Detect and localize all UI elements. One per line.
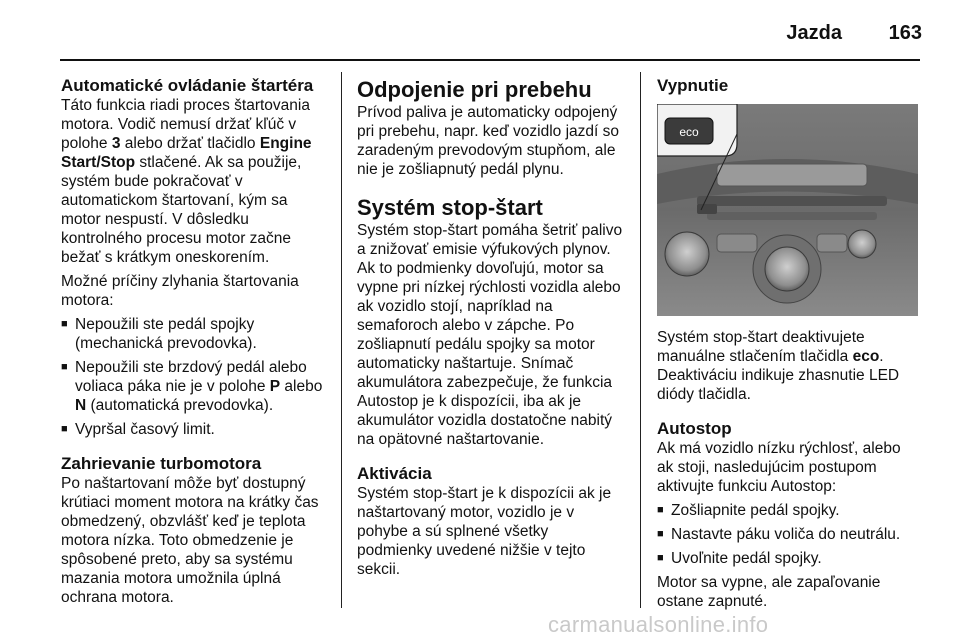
column-3	[657, 76, 919, 616]
heading-deactivation: Vypnutie	[657, 76, 729, 95]
paragraph-stop-start-system: Systém stop-štart pomáha šetriť palivo a znižovať emisie výfukových plynov. Ak to podmienky dovoľujú, motor sa vypne pri nízkej rýchlosti vozidla alebo ak vozidlo stojí, napríklad na semaforoch alebo v zápche. Po zošliapnutí pedálu spojky sa motor automaticky naštartuje. Snímač akumulátora zabezpečuje, že funkcia Autostop je k dispozícii, iba ak je akumulátor vozidla dostatočne nabitý na opätovné naštartovanie.	[357, 222, 623, 448]
paragraph-failure-causes: Možné príčiny zlyhania štartovania motora:	[61, 273, 299, 309]
column-1	[61, 76, 329, 612]
dashboard-eco-button-photo	[657, 104, 918, 316]
heading-stop-start-system: Systém stop-štart	[357, 195, 543, 220]
list-item: ■ Nepoužili ste pedál spojky (mechanická prevodovka).	[61, 316, 257, 352]
column-divider-2	[640, 72, 641, 608]
eco-button-label: eco	[679, 125, 699, 139]
page-number: 163	[888, 22, 922, 44]
list-item: ■ Uvoľnite pedál spojky.	[657, 550, 822, 567]
failure-causes-list	[61, 315, 329, 439]
paragraph-overrun-cutoff: Prívod paliva je automaticky odpojený pri prebehu, napr. keď vozidlo jazdí so zaradeným prevodovým stupňom, ale nie je zošliapnutý pedál plynu.	[357, 104, 619, 178]
heading-overrun-cutoff: Odpojenie pri prebehu	[357, 77, 592, 102]
autostop-steps-list	[657, 501, 919, 568]
paragraph-turbo-warmup: Po naštartovaní môže byť dostupný krútiaci moment motora na krátky čas obmedzený, obzvlášť keď je teplota motora nízka. Toto obmedzenie je spôsobené preto, aby sa systému mazania motora umožnila úplná ochrana motora.	[61, 475, 319, 606]
paragraph-starter-description: Táto funkcia riadi proces štartovania motora. Vodič nemusí držať kľúč v polohe 3 alebo držať tlačidlo Engine Start/Stop stlačené. Ak sa použije, systém bude pokračovať v automatickom štartovaní, kým sa motor nespustí. V dôsledku kontrolného procesu motor začne bežať s krátkym oneskorením.	[61, 97, 312, 266]
paragraph-activation: Systém stop-štart je k dispozícii ak je naštartovaný motor, vozidlo je v pohybe a sú splnené všetky podmienky uvedené nižšie v tejto sekcii.	[357, 485, 612, 578]
header-divider	[60, 59, 920, 61]
heading-autostop: Autostop	[657, 419, 732, 438]
heading-turbo-warmup: Zahrievanie turbomotora	[61, 454, 262, 473]
list-item: ■ Zošliapnite pedál spojky.	[657, 502, 840, 519]
paragraph-autostop: Ak má vozidlo nízku rýchlosť, alebo ak stoji, nasledujúcim postupom aktivujte funkciu Autostop:	[657, 440, 901, 495]
list-item: ■ Vypršal časový limit.	[61, 421, 215, 438]
watermark-text: carmanualsonline.info	[548, 612, 769, 637]
list-item: ■ Nastavte páku voliča do neutrálu.	[657, 526, 901, 543]
page-header-title: Jazda	[786, 22, 842, 44]
paragraph-engine-off: Motor sa vypne, ale zapaľovanie ostane zapnuté.	[657, 574, 881, 610]
heading-activation: Aktivácia	[357, 464, 432, 483]
column-2	[357, 76, 625, 584]
column-divider-1	[341, 72, 342, 608]
heading-automatic-starter: Automatické ovládanie štartéra	[61, 76, 314, 95]
paragraph-deactivation: Systém stop-štart deaktivujete manuálne stlačením tlačidla eco. Deaktiváciu indikuje zhasnutie LED diódy tlačidla.	[657, 329, 900, 403]
list-item: ■ Nepoužili ste brzdový pedál alebo voliaca páka nie je v polohe P alebo N (automatická prevodovka).	[61, 359, 323, 414]
